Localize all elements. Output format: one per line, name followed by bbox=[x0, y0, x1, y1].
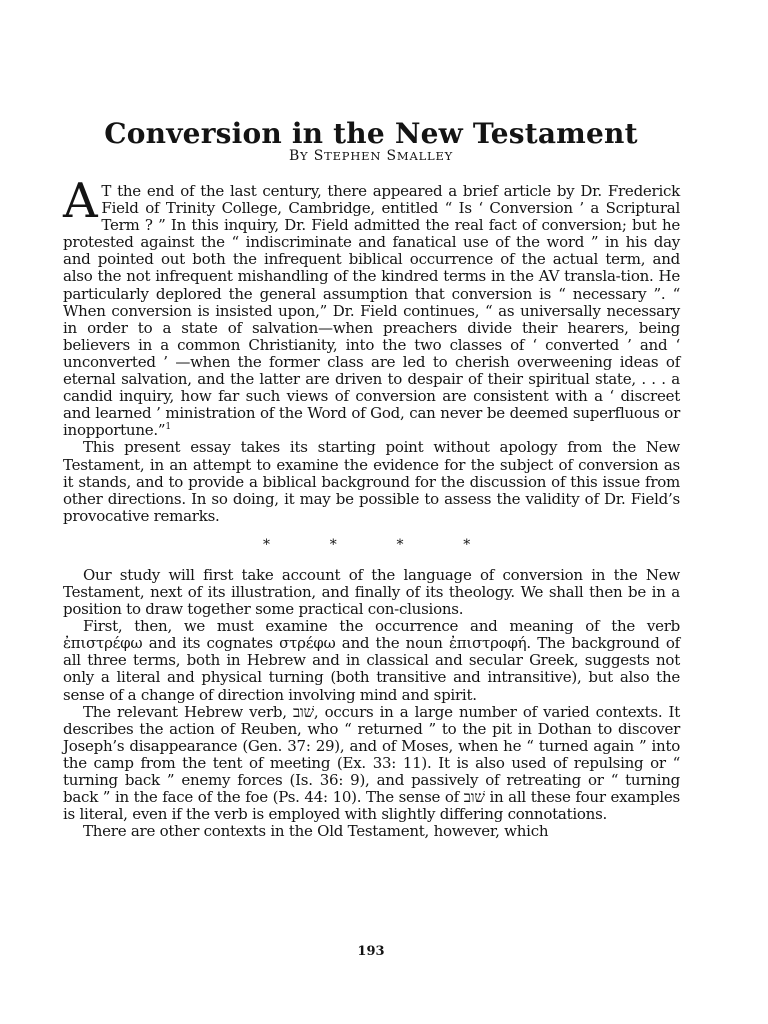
drop-cap: A bbox=[63, 173, 98, 229]
paragraph-1-text: T the end of the last century, there appeared a brief article by Dr. Frederick Field of Trinity College, Cambridge, entitled “ Is ‘ Conversion ’ a Scriptural Term ? ” In this inquiry, Dr. Field admitted the real fact of conversion; but he protested against the “ indiscriminate and fanatical use of the word ” in his day and pointed out both the infrequent biblical occurrence of the actual term, and also the not infrequent mishandling of the kindred terms in the AV transla-tion. He particularly deplored the general assumption that conversion is “ necessary ”. “ When conversion is insisted upon,” Dr. Field continues, “ as universally necessary in order to a state of salvation—when preachers divide their hearers, being believers in a common Christianity, into the two classes of ‘ converted ’ and ‘ unconverted ’ —when the former class are led to cherish overweening ideas of eternal salvation, and the latter are driven to despair of their spiritual state, . . . a candid inquiry, how far such views of conversion are consistent with a ‘ discreet and learned ’ ministration of the Word of God, can never be deemed superfluous or inopportune.” bbox=[63, 182, 680, 440]
paragraph-6: There are other contexts in the Old Testament, however, which bbox=[83, 822, 549, 841]
byline-last-rest: MALLEY bbox=[396, 149, 454, 163]
separator-star: * bbox=[329, 537, 337, 554]
byline-prefix-initial: B bbox=[288, 148, 301, 164]
byline-last-initial: S bbox=[386, 148, 397, 164]
paragraph-1 bbox=[63, 173, 680, 440]
page-number: 193 bbox=[357, 944, 385, 959]
footnote-mark: 1 bbox=[165, 422, 171, 433]
separator-star: * bbox=[463, 537, 470, 554]
byline-first-rest: TEPHEN bbox=[324, 149, 382, 163]
paragraph-4: First, then, we must examine the occurrence and meaning of the verb ἐπιστρέφω and its cognates στρέφω and the noun ἐπιστροφή. The background of all three terms, both in Hebrew and in classical and secular Greek, suggests not only a literal and physical turning (both transitive and intransitive), but also the sense of a change of direction involving mind and spirit. bbox=[63, 617, 680, 704]
byline-prefix-rest: Y bbox=[300, 149, 309, 163]
byline-first-initial: S bbox=[313, 148, 325, 164]
paragraph-2: This present essay takes its starting point without apology from the New Testament, in an attempt to examine the evidence for the subject of conversion as it stands, and to provide a biblical background for the discussion of this issue from other directions. In so doing, it may be possible to assess the validity of Dr. Field’s provocative remarks. bbox=[63, 438, 680, 525]
separator-star: * bbox=[396, 537, 404, 554]
article-title: Conversion in the New Testament bbox=[104, 116, 638, 150]
article-body bbox=[63, 173, 680, 841]
paragraph-5: The relevant Hebrew verb, שׁוב, occurs in a large number of varied contexts. It describes the action of Reuben, who “ returned ” to the pit in Dothan to discover Joseph’s disappearance (Gen. 37: 29), and of Moses, when he “ turned again ” into the camp from the tent of meeting (Ex. 33: 11). It is also used of repulsing or “ turning back ” enemy forces (Is. 36: 9), and passively of retreating or “ turning back ” in the face of the foe (Ps. 44: 10). The sense of שׁוב in all these four examples is literal, even if the verb is employed with slightly differing connotations. bbox=[63, 702, 680, 824]
separator-star: * bbox=[263, 537, 270, 554]
paragraph-3: Our study will first take account of the language of conversion in the New Testament, next of its illustration, and finally of its theology. We shall then be in a position to draw together some practical con-clusions. bbox=[63, 565, 680, 619]
byline bbox=[0, 148, 742, 164]
section-separator bbox=[63, 525, 680, 567]
